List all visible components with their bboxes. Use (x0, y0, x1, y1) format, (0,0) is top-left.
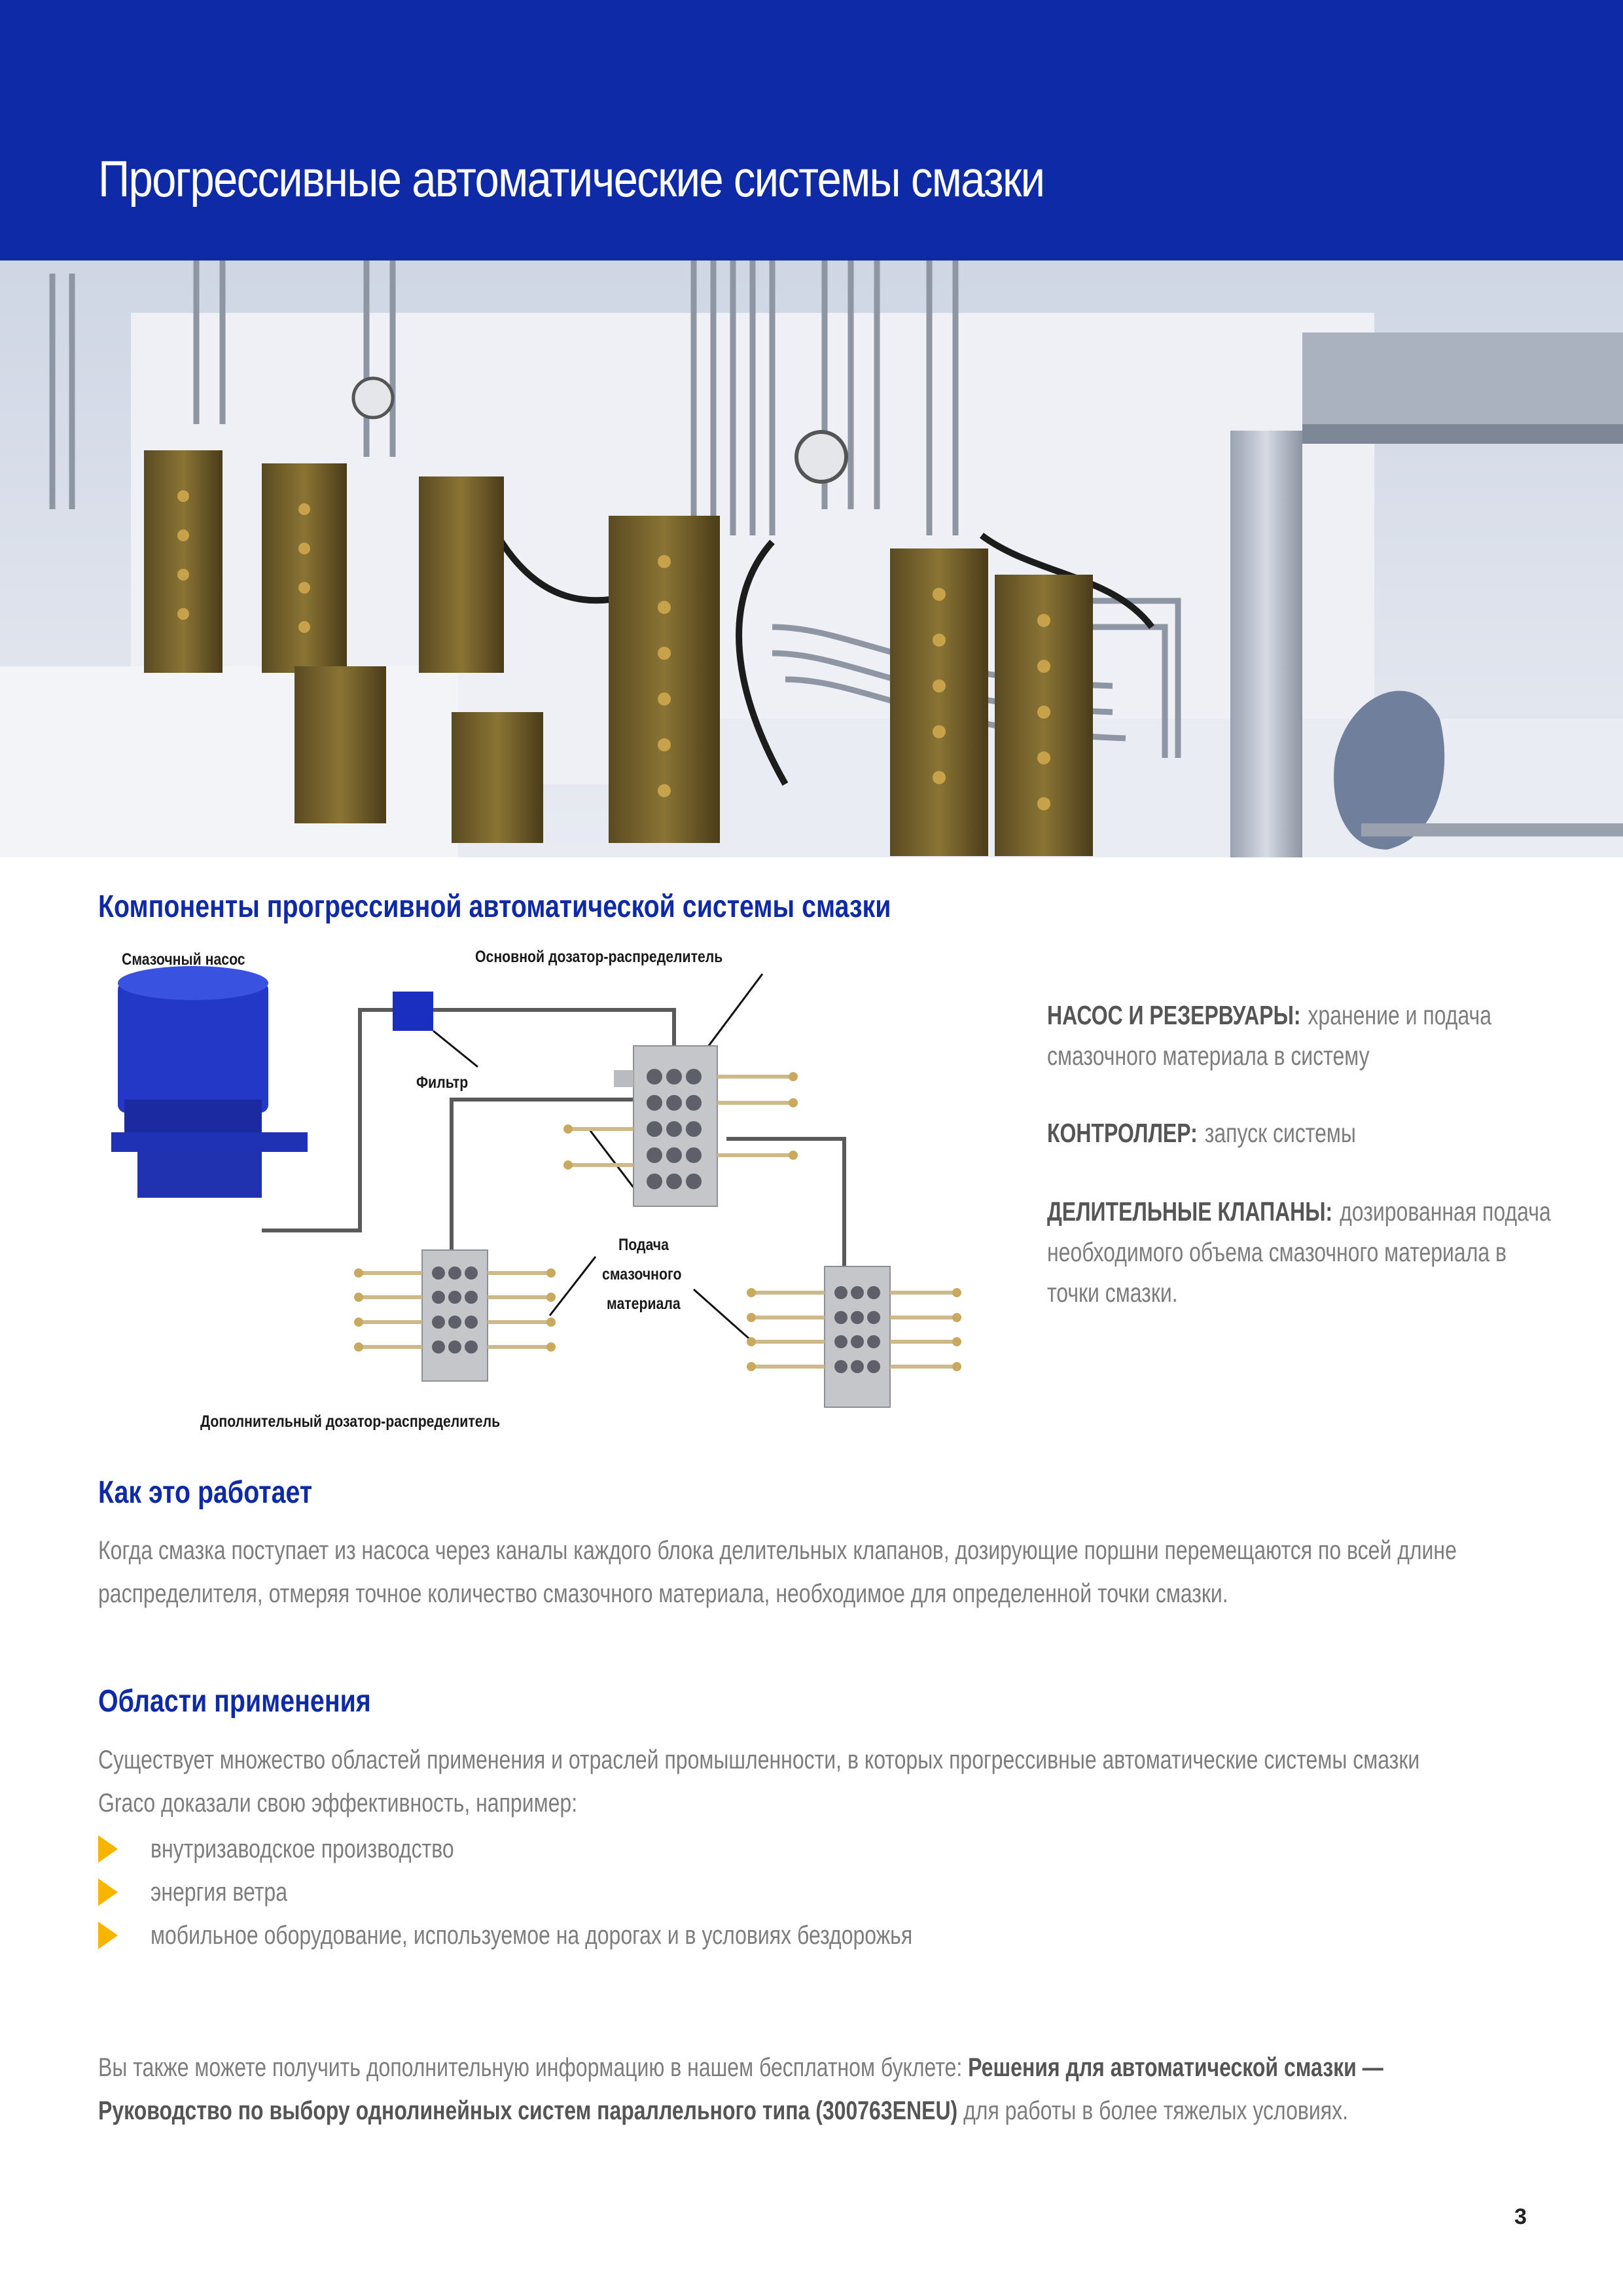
footer-note (98, 2046, 1491, 2132)
legend-desc: запуск системы (1204, 1118, 1356, 1148)
legend-divider-valves (1047, 1191, 1563, 1313)
list-item-text: энергия ветра (151, 1877, 287, 1907)
legend-pump-reservoirs (1047, 995, 1563, 1076)
label-secondary-divider: Дополнительный дозатор-распределитель (200, 1412, 501, 1431)
page-number: 3 (1514, 2204, 1527, 2229)
legend-desc: хранение и подача смазочного материала в систему (1047, 1000, 1491, 1071)
label-lube-feed-1: Подача (618, 1236, 669, 1254)
page-title: Прогрессивные автоматические системы смазки (98, 150, 1044, 207)
lube-pump-illustration (111, 966, 308, 1198)
list-item (98, 1827, 530, 1871)
how-it-works-heading: Как это работает (98, 1475, 313, 1510)
label-lube-feed-3: материала (607, 1295, 681, 1313)
legend-term: НАСОС И РЕЗЕРВУАРЫ: (1047, 1000, 1301, 1030)
legend-controller (1047, 1113, 1563, 1153)
list-item-text: внутризаводское производство (151, 1834, 454, 1863)
legend-desc: дозированная подача необходимого объема смазочного материала в точки смазки. (1047, 1196, 1551, 1308)
legend-term: ДЕЛИТЕЛЬНЫЕ КЛАПАНЫ: (1047, 1196, 1333, 1227)
how-it-works-text: Когда смазка поступает из насоса через каналы каждого блока делительных клапанов, дозирующие поршни перемещаются по всей длине распределителя, отмеряя точное количество смазочного материала, необходимое для определенной точки смазки. (98, 1536, 1457, 1608)
secondary-divider-right-illustration (747, 1266, 961, 1407)
bullet-arrow-icon (98, 1922, 118, 1949)
booklet-title: Решения для автоматической смазки — Руководство по выбору однолинейных систем параллельного типа (300763ENEU) (98, 2053, 1383, 2125)
installation-photo (0, 260, 1623, 857)
list-item (98, 1914, 1103, 1957)
list-item (98, 1871, 321, 1914)
applications-heading: Области применения (98, 1684, 371, 1719)
label-lube-feed-2: смазочного (602, 1265, 682, 1283)
components-heading: Компоненты прогрессивной автоматической системы смазки (98, 889, 891, 924)
bullet-arrow-icon (98, 1878, 118, 1906)
system-diagram (98, 936, 1014, 1446)
list-item-text: мобильное оборудование, используемое на дорогах и в условиях бездорожья (151, 1920, 913, 1950)
label-filter: Фильтр (416, 1073, 469, 1092)
footer-note-prefix: Вы также можете получить дополнительную информацию в нашем бесплатном буклете: (98, 2053, 963, 2082)
applications-intro: Существует множество областей применения и отраслей промышленности, в которых прогрессивные автоматические системы смазки Graco доказали свою эффективность, например: (98, 1746, 1420, 1818)
secondary-divider-left-illustration (354, 1250, 556, 1381)
header-band (0, 0, 1623, 260)
label-lube-pump: Смазочный насос (122, 950, 245, 969)
filter-illustration (393, 992, 433, 1031)
legend-term: КОНТРОЛЛЕР: (1047, 1118, 1198, 1148)
footer-note-suffix: для работы в более тяжелых условиях. (963, 2096, 1348, 2125)
main-divider-illustration (563, 1046, 798, 1206)
bullet-arrow-icon (98, 1835, 118, 1863)
label-main-divider: Основной дозатор-распределитель (475, 948, 723, 966)
